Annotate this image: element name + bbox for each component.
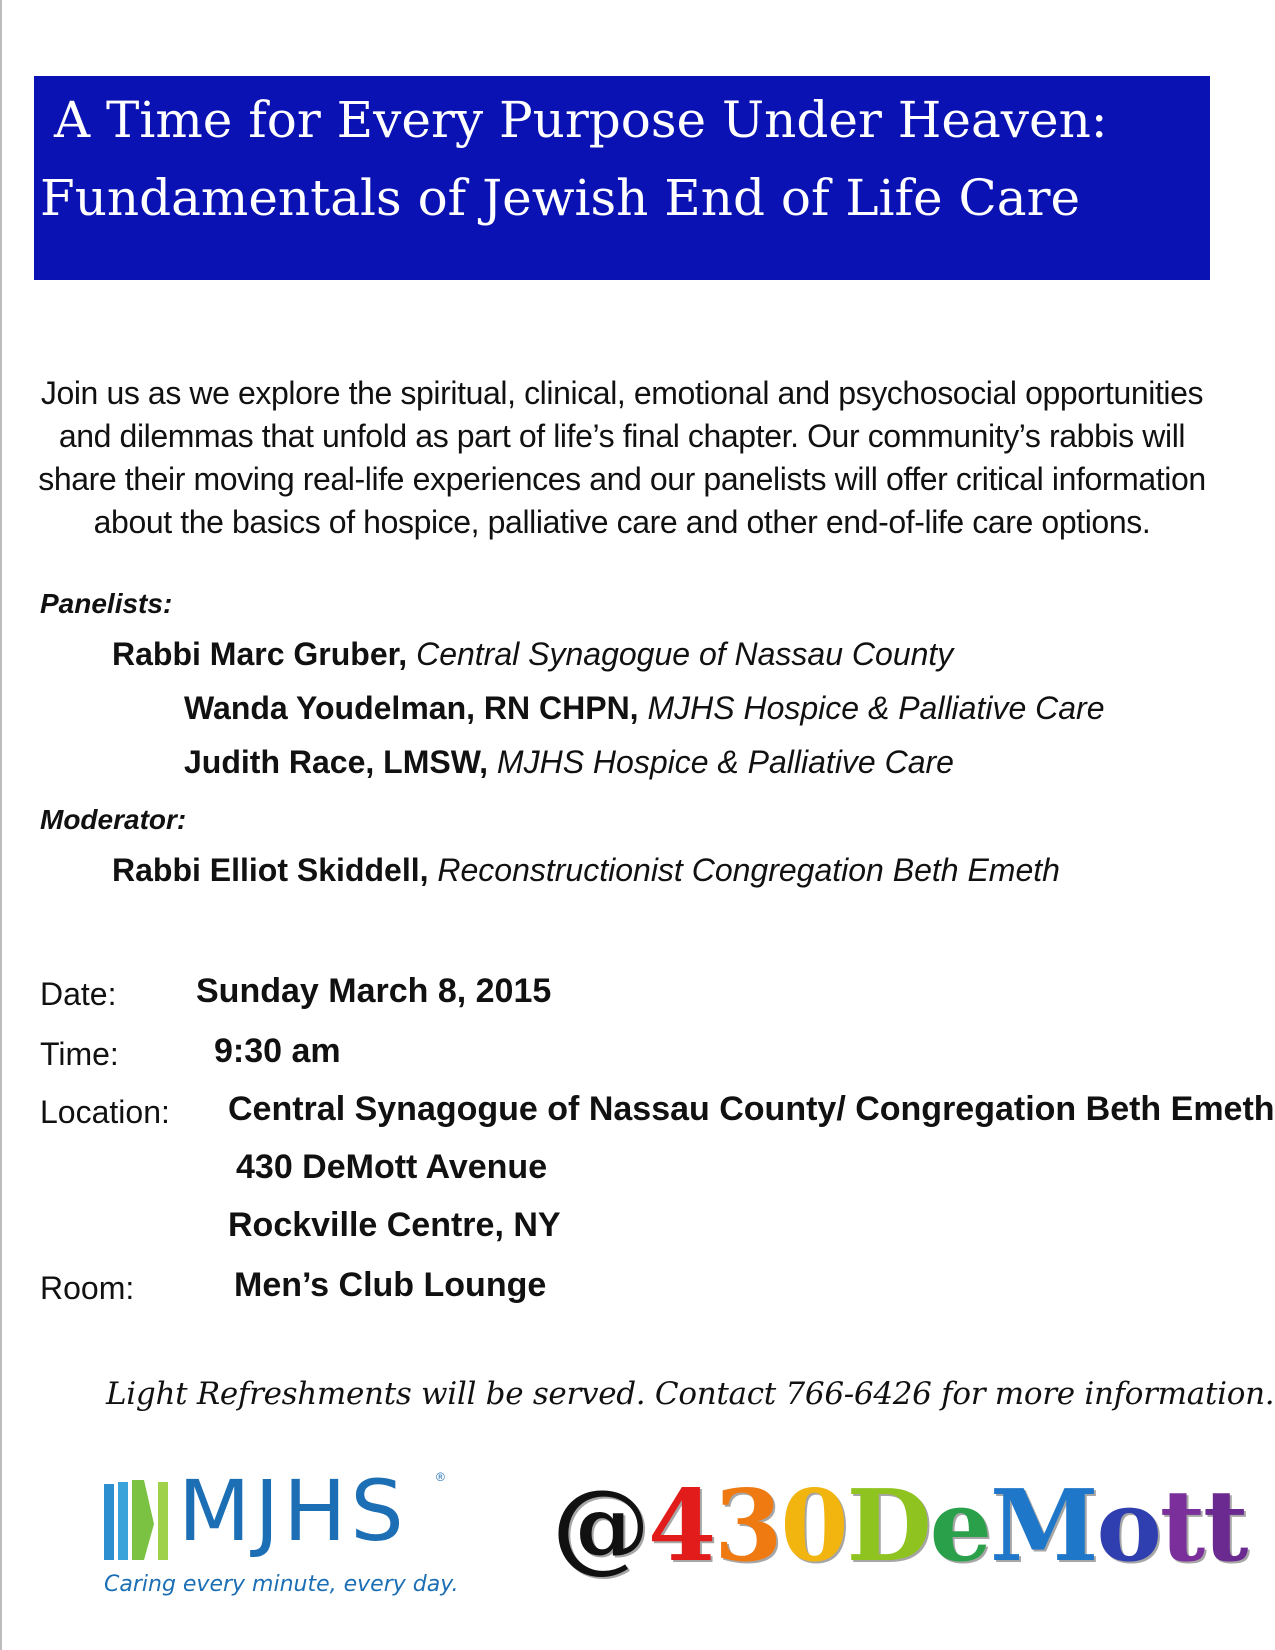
panelist-entry bbox=[112, 636, 953, 673]
430-demott-logo bbox=[552, 1462, 1246, 1592]
demott-logo-letter: @ bbox=[552, 1469, 648, 1584]
intro-paragraph bbox=[34, 372, 1210, 544]
demott-logo-letter: t bbox=[1159, 1469, 1204, 1584]
date-label: Date: bbox=[40, 976, 117, 1012]
mjhs-logo bbox=[76, 1460, 466, 1610]
location-label: Location: bbox=[40, 1094, 170, 1130]
demott-logo-letter: D bbox=[846, 1469, 930, 1584]
registered-mark: ® bbox=[436, 1470, 445, 1484]
panelists-heading: Panelists: bbox=[40, 588, 173, 619]
demott-logo-letter: 4 bbox=[648, 1469, 715, 1584]
title-line-2: Fundamentals of Jewish End of Life Care bbox=[40, 169, 1081, 227]
demott-logo-letter: 3 bbox=[714, 1469, 781, 1584]
panelist-name: Judith Race, LMSW, bbox=[184, 744, 489, 780]
title-line-1: A Time for Every Purpose Under Heaven: bbox=[54, 91, 1108, 149]
intro-line: share their moving real-life experiences and our panelists will offer critical information bbox=[38, 461, 1206, 497]
mjhs-tagline: Caring every minute, every day. bbox=[104, 1572, 459, 1597]
panelist-organization: MJHS Hospice & Palliative Care bbox=[647, 690, 1105, 726]
title-banner bbox=[34, 76, 1210, 280]
intro-line: and dilemmas that unfold as part of life’s final chapter. Our community’s rabbis will bbox=[58, 418, 1186, 454]
panelist-entry bbox=[184, 744, 954, 781]
date-value: Sunday March 8, 2015 bbox=[196, 972, 552, 1010]
panelist-organization: MJHS Hospice & Palliative Care bbox=[496, 744, 954, 780]
location-line-2: 430 DeMott Avenue bbox=[236, 1148, 548, 1186]
demott-logo-letter: M bbox=[989, 1469, 1097, 1584]
mjhs-stripes-icon bbox=[104, 1478, 176, 1562]
location-line-1: Central Synagogue of Nassau County/ Congregation Beth Emeth bbox=[228, 1090, 1275, 1128]
location-line-3: Rockville Centre, NY bbox=[228, 1206, 561, 1244]
page-edge-rule bbox=[0, 0, 2, 1650]
time-value: 9:30 am bbox=[214, 1032, 341, 1070]
demott-logo-letter: t bbox=[1203, 1469, 1247, 1584]
moderator-name: Rabbi Elliot Skiddell, bbox=[112, 852, 429, 888]
intro-line: about the basics of hospice, palliative care and other end-of-life care options. bbox=[93, 504, 1151, 540]
demott-logo-letter: e bbox=[929, 1469, 990, 1584]
refreshments-contact-note: Light Refreshments will be served. Contact 766-6426 for more information. bbox=[106, 1376, 1275, 1412]
panelist-name: Wanda Youdelman, RN CHPN, bbox=[184, 690, 639, 726]
time-label: Time: bbox=[40, 1036, 119, 1072]
moderator-entry bbox=[112, 852, 1060, 889]
room-value: Men’s Club Lounge bbox=[234, 1266, 547, 1304]
mjhs-wordmark: MJHS bbox=[178, 1462, 408, 1560]
demott-logo-letter: 0 bbox=[780, 1469, 847, 1584]
moderator-organization: Reconstructionist Congregation Beth Emeth bbox=[437, 852, 1060, 888]
intro-line: Join us as we explore the spiritual, clinical, emotional and psychosocial opportunities bbox=[40, 375, 1204, 411]
panelist-organization: Central Synagogue of Nassau County bbox=[416, 636, 954, 672]
moderator-heading: Moderator: bbox=[40, 804, 187, 835]
demott-logo-letter: o bbox=[1096, 1469, 1160, 1584]
room-label: Room: bbox=[40, 1270, 135, 1306]
panelist-name: Rabbi Marc Gruber, bbox=[112, 636, 408, 672]
panelist-entry bbox=[184, 690, 1105, 727]
